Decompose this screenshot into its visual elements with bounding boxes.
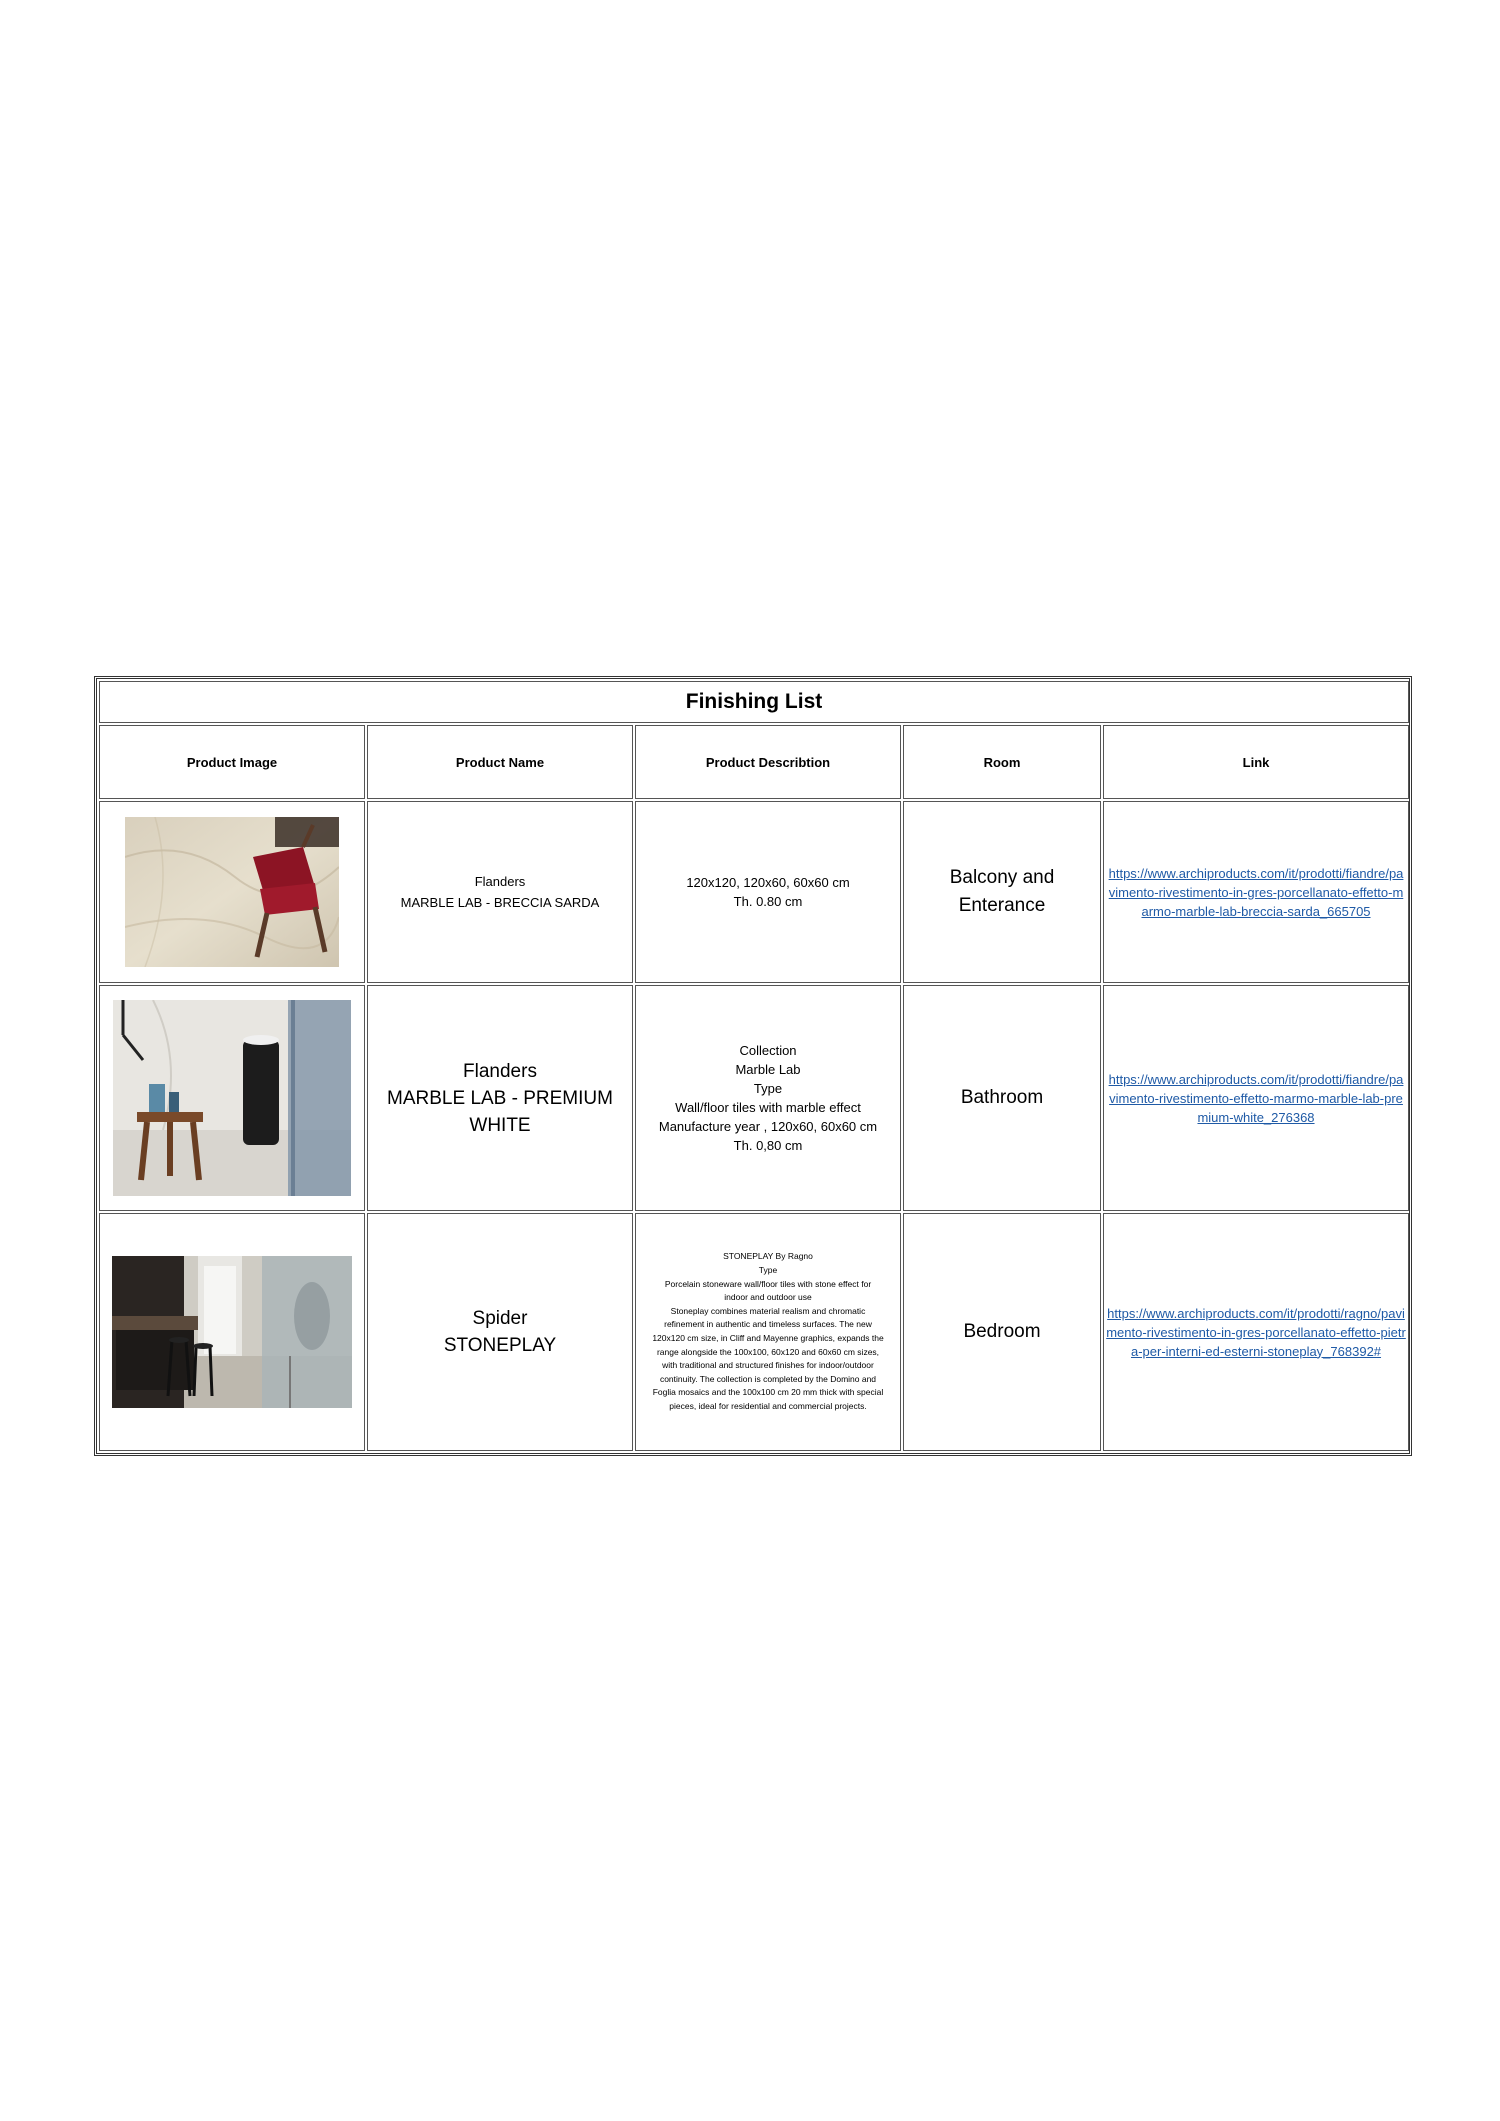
description-line: Collection <box>739 1043 797 1058</box>
description-line: Manufacture year , 120x60, 60x60 cm <box>658 1119 878 1134</box>
finishing-list-table <box>97 679 1411 1453</box>
link-cell <box>1103 985 1409 1211</box>
room-cell <box>903 985 1101 1211</box>
product-description-cell <box>635 985 901 1211</box>
header-product-name: Product Name <box>367 725 633 799</box>
description-line: Foglia mosaics and the 100x100 cm 20 mm thick with special <box>652 1387 884 1398</box>
description-line: Wall/floor tiles with marble effect <box>675 1100 861 1115</box>
description-line: Type <box>758 1265 778 1276</box>
description-line: Type <box>753 1081 783 1096</box>
header-link: Link <box>1103 725 1409 799</box>
header-product-image: Product Image <box>99 725 365 799</box>
product-name: WHITE <box>469 1114 531 1136</box>
description-line: Stoneplay combines material realism and chromatic <box>670 1305 866 1316</box>
description-line: 120x120 cm size, in Cliff and Mayenne graphics, expands the <box>652 1333 884 1343</box>
product-name-cell <box>367 1213 633 1451</box>
product-link[interactable]: https://www.archiproducts.com/it/prodotti/ragno/pavimento-rivestimento-in-gres-porcellanato-effetto-pietra-per-interni-ed-esterni-stoneplay_768392# <box>1106 1305 1406 1359</box>
product-link[interactable]: https://www.archiproducts.com/it/prodotti/fiandre/pavimento-rivestimento-effetto-marmo-marble-lab-premium-white_276368 <box>1108 1071 1404 1125</box>
product-name-cell <box>367 985 633 1211</box>
description-line: pieces, ideal for residential and commercial projects. <box>669 1400 867 1411</box>
description-line: Th. 0,80 cm <box>733 1138 803 1153</box>
product-image-cell <box>99 985 365 1211</box>
table-row <box>99 1213 1409 1451</box>
description-line: indoor and outdoor use <box>724 1292 812 1303</box>
description-line: refinement in authentic and timeless surfaces. The new <box>664 1319 872 1330</box>
description-line: STONEPLAY By Ragno <box>723 1251 813 1262</box>
room-cell <box>903 801 1101 983</box>
product-image-premium-white <box>113 1000 351 1196</box>
product-image-cell <box>99 801 365 983</box>
header-room: Room <box>903 725 1101 799</box>
room-cell <box>903 1213 1101 1451</box>
product-description-cell <box>635 801 901 983</box>
product-description-cell <box>635 1213 901 1451</box>
room-line: Bedroom <box>963 1321 1041 1342</box>
description-line: 120x120, 120x60, 60x60 cm <box>686 875 850 890</box>
description-line: Marble Lab <box>735 1062 801 1077</box>
description-line: with traditional and structured finishes for indoor/outdoor <box>662 1360 874 1371</box>
description-line: continuity. The collection is completed by the Domino and <box>659 1373 877 1384</box>
description-line: Th. 0.80 cm <box>733 894 803 909</box>
table-row <box>99 985 1409 1211</box>
table-title: Finishing List <box>99 681 1409 723</box>
product-name: MARBLE LAB - BRECCIA SARDA <box>400 895 600 910</box>
product-image-stoneplay <box>112 1256 352 1408</box>
room-line: Enterance <box>958 895 1046 916</box>
product-image-cell <box>99 1213 365 1451</box>
product-name-cell <box>367 801 633 983</box>
product-brand: Flanders <box>474 874 526 889</box>
link-cell <box>1103 801 1409 983</box>
product-brand: Flanders <box>463 1060 537 1082</box>
header-product-description: Product Describtion <box>635 725 901 799</box>
product-link[interactable]: https://www.archiproducts.com/it/prodotti/fiandre/pavimento-rivestimento-in-gres-porcellanato-effetto-marmo-marble-lab-breccia-sarda_665705 <box>1108 865 1404 919</box>
table-row <box>99 801 1409 983</box>
room-line: Bathroom <box>960 1087 1044 1108</box>
description-line: Porcelain stoneware wall/floor tiles with stone effect for <box>664 1278 872 1289</box>
description-line: range alongside the 100x100, 60x120 and 60x60 cm sizes, <box>656 1346 880 1357</box>
product-image-breccia-sarda <box>125 817 339 967</box>
product-brand: Spider <box>472 1308 528 1329</box>
header-row <box>99 725 1409 799</box>
link-cell <box>1103 1213 1409 1451</box>
finishing-list-sheet <box>94 676 1412 1456</box>
product-name: MARBLE LAB - PREMIUM <box>387 1087 613 1109</box>
product-name: STONEPLAY <box>443 1335 557 1356</box>
room-line: Balcony and <box>949 867 1055 888</box>
